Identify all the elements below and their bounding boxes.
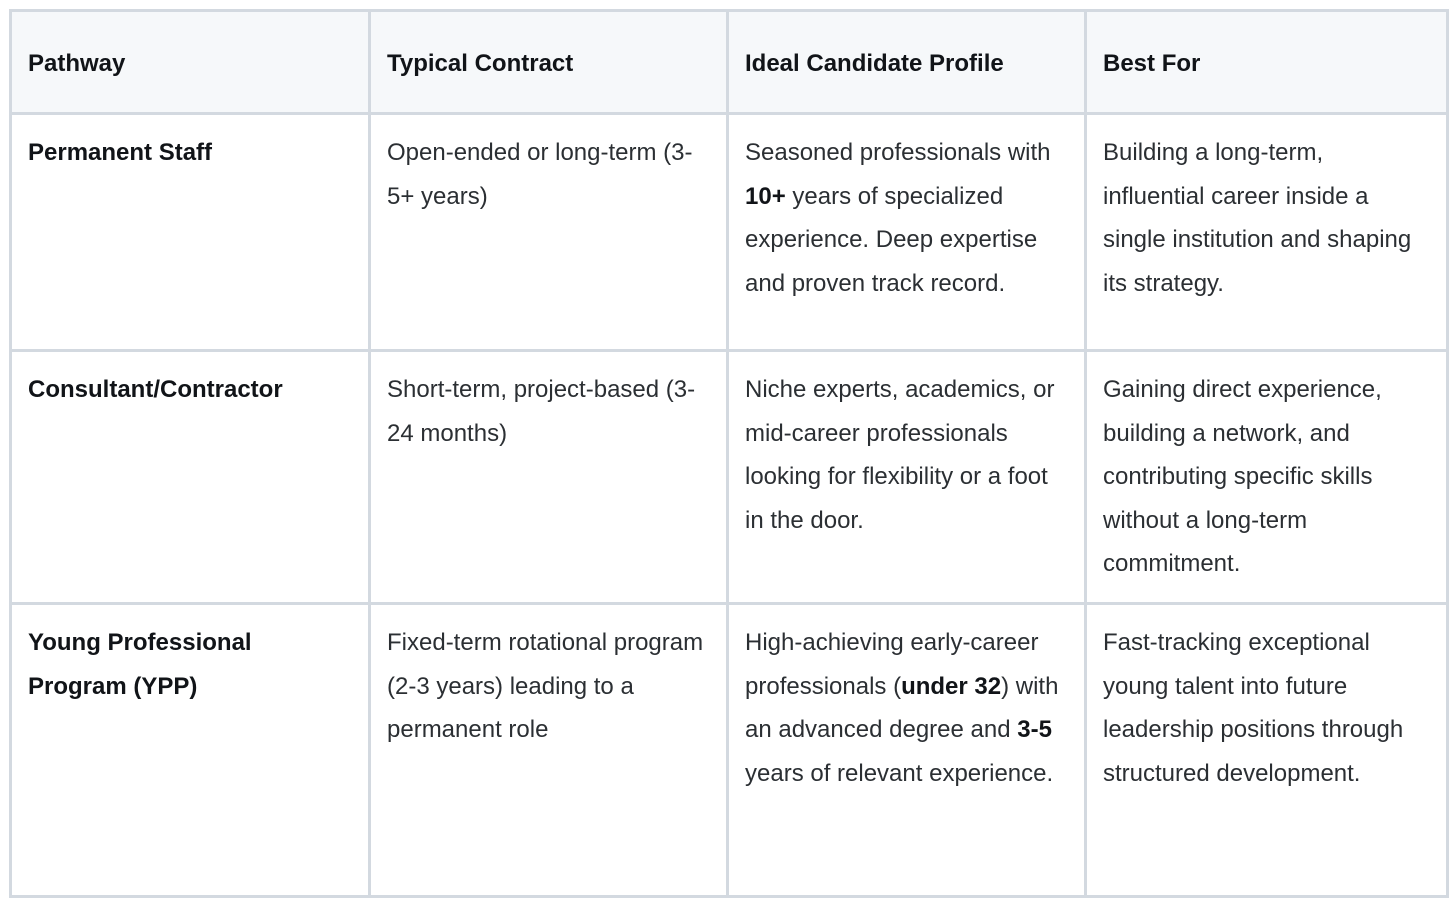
profile-text: Niche experts, academics, or mid-career professionals looking for flexibility or a foot in the door. bbox=[745, 376, 1055, 534]
pathway-comparison-table bbox=[9, 9, 1449, 898]
cell-profile bbox=[728, 351, 1086, 604]
profile-text: High-achieving early-career professionals ( bbox=[745, 629, 1039, 700]
header-best-for: Best For bbox=[1086, 11, 1448, 114]
profile-emphasis: under 32 bbox=[901, 672, 1002, 700]
table-row bbox=[11, 604, 1448, 897]
profile-emphasis: 3-5 bbox=[1017, 716, 1052, 743]
cell-contract: Fixed-term rotational program (2-3 years) leading to a permanent role bbox=[370, 604, 728, 897]
cell-profile bbox=[728, 604, 1086, 897]
cell-pathway: Permanent Staff bbox=[11, 114, 370, 351]
profile-text: years of relevant experience. bbox=[745, 759, 1054, 787]
table-header-row bbox=[11, 11, 1448, 114]
cell-pathway: Young Professional Program (YPP) bbox=[11, 604, 370, 897]
profile-text: Seasoned professionals with bbox=[745, 139, 1051, 166]
profile-emphasis: 10+ bbox=[745, 182, 786, 210]
table-row bbox=[11, 351, 1448, 604]
cell-best-for: Gaining direct experience, building a network, and contributing specific skills without a long-term commitment. bbox=[1086, 351, 1448, 604]
comparison-table-container bbox=[9, 9, 1446, 898]
cell-profile bbox=[728, 114, 1086, 351]
cell-contract: Short-term, project-based (3-24 months) bbox=[370, 351, 728, 604]
cell-best-for: Building a long-term, influential career inside a single institution and shaping its strategy. bbox=[1086, 114, 1448, 351]
header-ideal-candidate-profile: Ideal Candidate Profile bbox=[728, 11, 1086, 114]
cell-best-for: Fast-tracking exceptional young talent into future leadership positions through structured development. bbox=[1086, 604, 1448, 897]
cell-contract: Open-ended or long-term (3-5+ years) bbox=[370, 114, 728, 351]
header-typical-contract: Typical Contract bbox=[370, 11, 728, 114]
profile-text: ) with an advanced degree and bbox=[745, 672, 1059, 743]
cell-pathway: Consultant/Contractor bbox=[11, 351, 370, 604]
header-pathway: Pathway bbox=[11, 11, 370, 114]
profile-text: years of specialized experience. Deep expertise and proven track record. bbox=[745, 182, 1038, 297]
table-row bbox=[11, 114, 1448, 351]
